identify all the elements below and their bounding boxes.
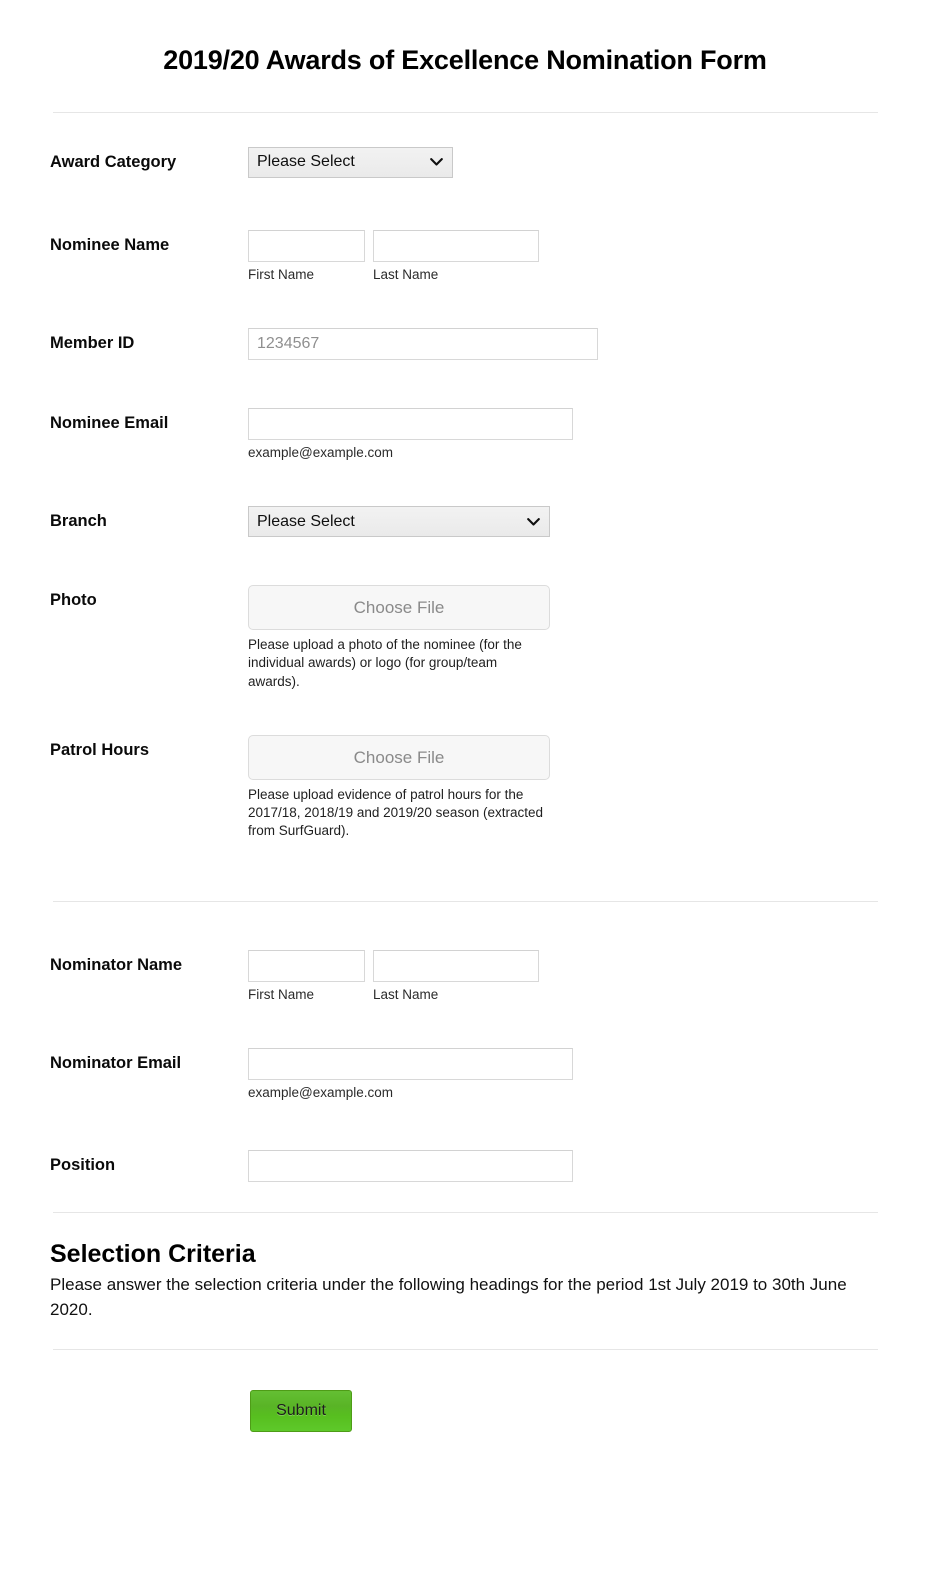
field-row-nominator-name: [0, 950, 930, 1004]
award-category-select-wrap: [248, 147, 453, 178]
selection-criteria-section: [0, 1239, 930, 1322]
field-row-member-id: [0, 328, 930, 360]
control-nominator-email: [248, 1048, 880, 1102]
nominator-first-name-input[interactable]: [248, 950, 365, 982]
field-row-branch: [0, 506, 930, 537]
label-patrol-hours: Patrol Hours: [50, 740, 150, 759]
nominator-first-name-sublabel: First Name: [248, 986, 315, 1002]
field-row-position: [0, 1150, 930, 1182]
photo-hint: Please upload a photo of the nominee (for the individual awards) or logo (for group/team awards).: [248, 637, 522, 689]
nominee-last-name-sublabel: Last Name: [373, 266, 439, 282]
nominee-last-name-col: [373, 230, 539, 284]
label-nominee-name: Nominee Name: [50, 235, 170, 254]
field-row-photo: [0, 585, 930, 691]
field-row-nominator-email: [0, 1048, 930, 1102]
form-header: [0, 0, 930, 78]
award-category-select[interactable]: [248, 147, 453, 178]
photo-choose-file-button[interactable]: Choose File: [248, 585, 550, 630]
field-row-nominee-email: [0, 408, 930, 462]
branch-select-wrap: [248, 506, 550, 537]
patrol-hours-hint: Please upload evidence of patrol hours for the 2017/18, 2018/19 and 2019/20 season (extracted from SurfGuard).: [248, 786, 543, 839]
position-input[interactable]: [248, 1150, 573, 1182]
label-branch: Branch: [50, 512, 107, 531]
label-position: Position: [50, 1155, 116, 1174]
label-nominator-name: Nominator Name: [50, 955, 183, 974]
field-row-nominee-name: [0, 230, 930, 284]
control-nominee-email: [248, 408, 880, 462]
nominee-last-name-input[interactable]: [373, 230, 539, 262]
nominator-last-name-sublabel: Last Name: [373, 986, 439, 1002]
nominee-first-name-col: [248, 230, 365, 284]
label-photo: Photo: [50, 591, 97, 610]
field-row-patrol-hours: [0, 735, 930, 841]
submit-button[interactable]: Submit: [250, 1390, 352, 1432]
label-nominator-email: Nominator Email: [50, 1053, 182, 1072]
page-title: 2019/20 Awards of Excellence Nomination Form: [163, 45, 767, 75]
control-patrol-hours: [248, 735, 880, 841]
nominee-email-input[interactable]: [248, 408, 573, 440]
label-award-category: Award Category: [50, 152, 177, 171]
control-position: [248, 1150, 880, 1182]
branch-select[interactable]: [248, 506, 550, 537]
field-row-award-category: [0, 147, 930, 178]
nominator-name-pair: [248, 950, 880, 1004]
nominee-email-sublabel: example@example.com: [248, 444, 394, 460]
nominator-last-name-col: [373, 950, 539, 1004]
submit-row: [0, 1390, 930, 1432]
member-id-input[interactable]: [248, 328, 598, 360]
selection-criteria-description: Please answer the selection criteria under the following headings for the period 1st July 2019 to 30th June 2020.: [50, 1274, 847, 1319]
control-nominee-name: [248, 230, 880, 284]
control-photo: [248, 585, 880, 691]
label-member-id: Member ID: [50, 333, 135, 352]
nominator-first-name-col: [248, 950, 365, 1004]
label-nominee-email: Nominee Email: [50, 413, 169, 432]
nominator-last-name-input[interactable]: [373, 950, 539, 982]
control-branch: [248, 506, 880, 537]
control-member-id: [248, 328, 880, 360]
nominator-email-sublabel: example@example.com: [248, 1084, 394, 1100]
control-award-category: [248, 147, 880, 178]
selection-criteria-heading: Selection Criteria: [50, 1239, 256, 1268]
nominator-email-input[interactable]: [248, 1048, 573, 1080]
nominee-first-name-sublabel: First Name: [248, 266, 315, 282]
nominee-first-name-input[interactable]: [248, 230, 365, 262]
nominee-name-pair: [248, 230, 880, 284]
control-nominator-name: [248, 950, 880, 1004]
patrol-hours-choose-file-button[interactable]: Choose File: [248, 735, 550, 780]
